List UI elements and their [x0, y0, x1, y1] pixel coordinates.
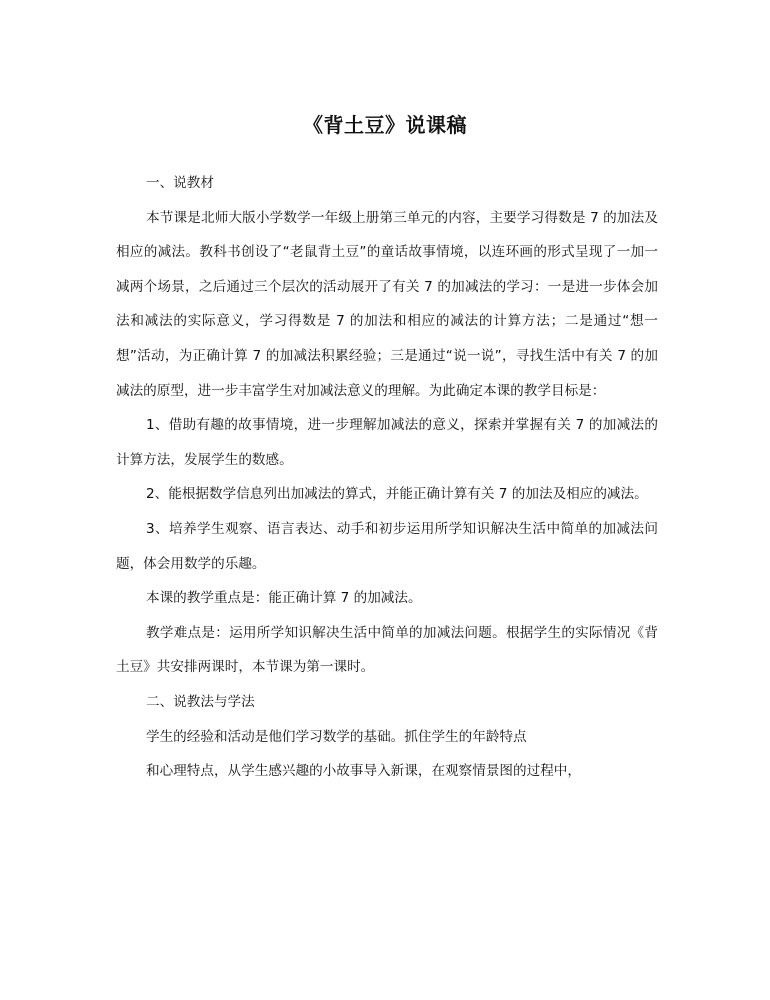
goal-item-3: 3、培养学生观察、语言表达、动手和初步运用所学知识解决生活中简单的加减法问题，体会用数学的乐趣。	[116, 520, 658, 572]
paragraph-material-description: 本节课是北师大版小学数学一年级上册第三单元的内容，主要学习得数是 7 的加法及相应的减法。教科书创设了“老鼠背土豆”的童话故事情境，以连环画的形式呈现了一加一减两个场景，之后通过三个层次的活动展开了有关 7 的加减法的学习：一是进一步体会加法和减法的实际意义，学习得数是 7 的加法和相应的减法的计算方法；二是通过“想一想”活动，为正确计算 7 的加减法积累经验；三是通过“说一说”，寻找生活中有关 7 的加减法的原型，进一步丰富学生对加减法意义的理解。为此确定本课的教学目标是：	[116, 209, 658, 399]
section-heading-teaching-material: 一、说教材	[146, 175, 214, 191]
document-title: 《背土豆》说课稿	[303, 113, 467, 137]
goal-item-1: 1、借助有趣的故事情境，进一步理解加减法的意义，探索并掌握有关 7 的加减法的计算方法，发展学生的数感。	[116, 417, 658, 468]
teaching-difficulty: 教学难点是：运用所学知识解决生活中简单的加减法问题。根据学生的实际情况《背土豆》共安排两课时，本节课为第一课时。	[116, 624, 658, 676]
section-heading-methods: 二、说教法与学法	[146, 693, 255, 710]
goal-item-2: 2、能根据数学信息列出加减法的算式，并能正确计算有关 7 的加法及相应的减法。	[146, 486, 648, 503]
teaching-key-point: 本课的教学重点是：能正确计算 7 的加减法。	[146, 590, 422, 607]
document-body	[116, 166, 658, 789]
paragraph-methods-1: 学生的经验和活动是他们学习数学的基础。抓住学生的年龄特点	[146, 728, 527, 745]
paragraph-methods-2: 和心理特点，从学生感兴趣的小故事导入新课，在观察情景图的过程中，	[146, 763, 581, 780]
